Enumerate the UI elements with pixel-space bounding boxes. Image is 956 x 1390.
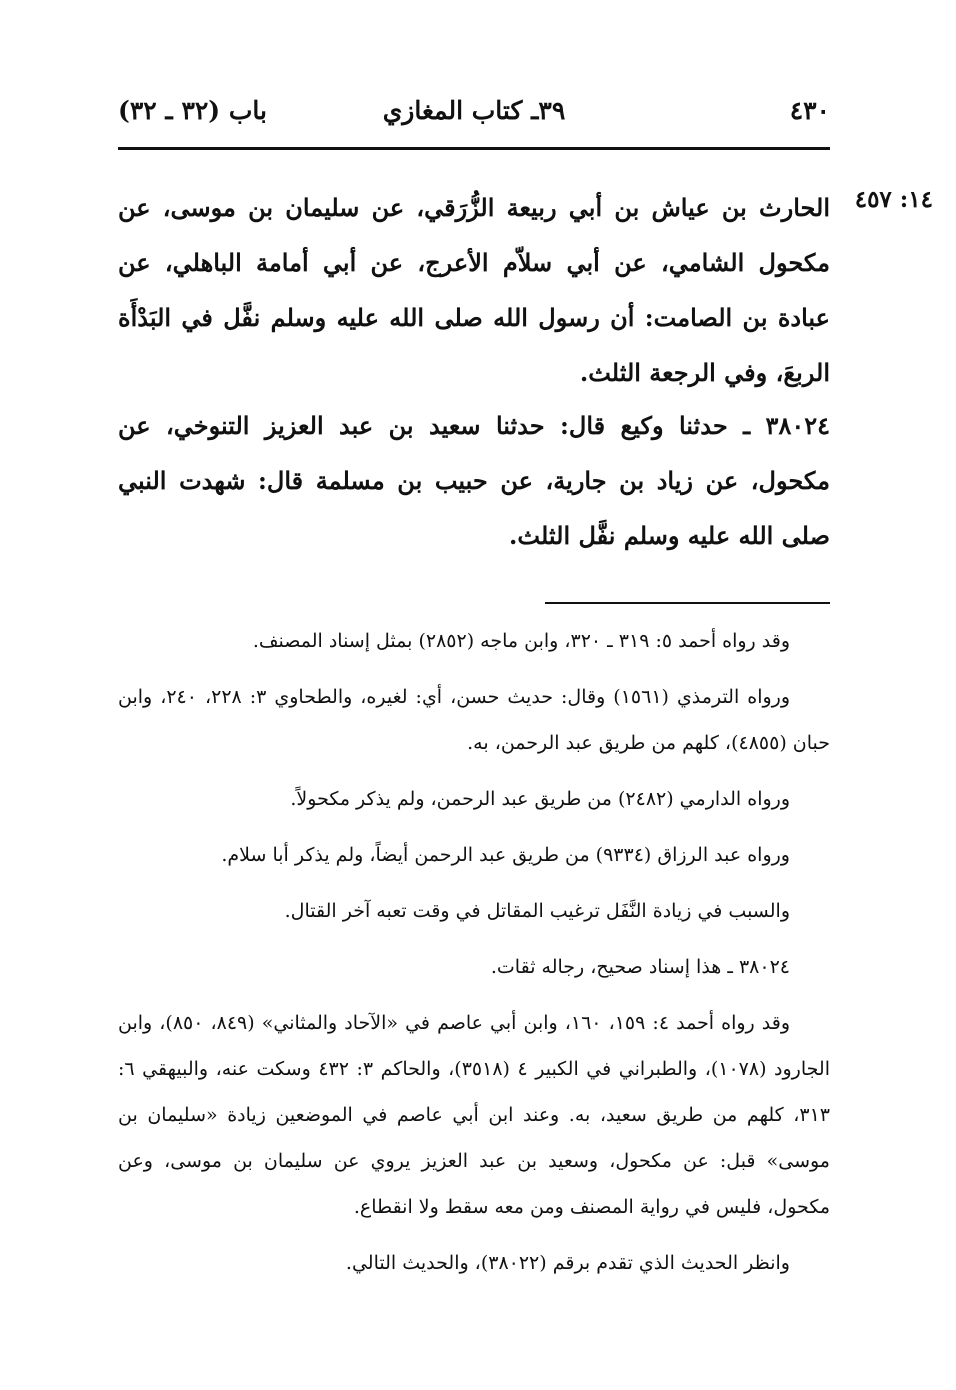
hadith-text-continued bbox=[118, 180, 830, 400]
chapter-label: باب (٣٢ ـ ٣٢) bbox=[118, 96, 267, 125]
footnote-paragraph: وقد رواه أحمد ٤: ١٥٩، ١٦٠، وابن أبي عاصم في «الآحاد والمثاني» (٨٤٩، ٨٥٠)، وابن الجارود (١٠٧٨)، والطبراني في الكبير ٤ (٣٥١٨)، والحاكم ٣: ٤٣٢ وسكت عنه، والبيهقي ٦: ٣١٣، كلهم من طريق سعيد، به. وعند ابن أبي عاصم في الموضعين زيادة «سليمان بن موسى» قبل: عن مكحول، وسعيد بن عبد العزيز يروي عن سليمان بن موسى، وعن مكحول، فليس في رواية المصنف ومن معه سقط ولا انقطاع. bbox=[118, 1012, 830, 1218]
margin-reference: ١٤: ٤٥٧ bbox=[854, 186, 933, 213]
header-rule bbox=[118, 147, 830, 150]
footnote-paragraph: ٣٨٠٢٤ ـ هذا إسناد صحيح، رجاله ثقات. bbox=[490, 956, 790, 978]
footnote-paragraph: ورواه الترمذي (١٥٦١) وقال: حديث حسن، أي: لغيره، والطحاوي ٣: ٢٢٨، ٢٤٠، وابن حبان (٤٨٥٥)، كلهم من طريق عبد الرحمن، به. bbox=[118, 686, 830, 754]
page-number: ٤٣٠ bbox=[789, 96, 830, 125]
running-header bbox=[118, 96, 830, 140]
footnote-paragraph: والسبب في زيادة النَّفَل ترغيب المقاتل في وقت تعبه آخر القتال. bbox=[284, 900, 790, 922]
footnote-paragraph: ورواه عبد الرزاق (٩٣٣٤) من طريق عبد الرحمن أيضاً، ولم يذكر أبا سلام. bbox=[221, 844, 790, 866]
footnote-paragraph: وانظر الحديث الذي تقدم برقم (٣٨٠٢٢)، والحديث التالي. bbox=[345, 1252, 790, 1274]
footnote-paragraph: وقد رواه أحمد ٥: ٣١٩ ـ ٣٢٠، وابن ماجه (٢٨٥٢) بمثل إسناد المصنف. bbox=[252, 630, 790, 652]
book-title: ٣٩ـ كتاب المغازي bbox=[382, 96, 566, 125]
footnote-separator bbox=[545, 602, 830, 604]
paragraph: الحارث بن عياش بن أبي ربيعة الزُّرَقي، عن سليمان بن موسى، عن مكحول الشامي، عن أبي سلاّم الأعرج، عن أبي أمامة الباهلي، عن عبادة بن الصامت: أن رسول الله صلى الله عليه وسلم نفَّل في البَدْأَة الربعَ، وفي الرجعة الثلث. bbox=[118, 193, 830, 387]
footnote-paragraph: ورواه الدارمي (٢٤٨٢) من طريق عبد الرحمن، ولم يذكر مكحولاً. bbox=[290, 788, 790, 810]
hadith-38024 bbox=[118, 398, 830, 563]
paragraph: ٣٨٠٢٤ ـ حدثنا وكيع قال: حدثنا سعيد بن عبد العزيز التنوخي، عن مكحول، عن زياد بن جارية، عن حبيب بن مسلمة قال: شهدت النبي صلى الله عليه وسلم نفَّل الثلث. bbox=[118, 411, 830, 550]
footnotes bbox=[118, 618, 830, 1296]
